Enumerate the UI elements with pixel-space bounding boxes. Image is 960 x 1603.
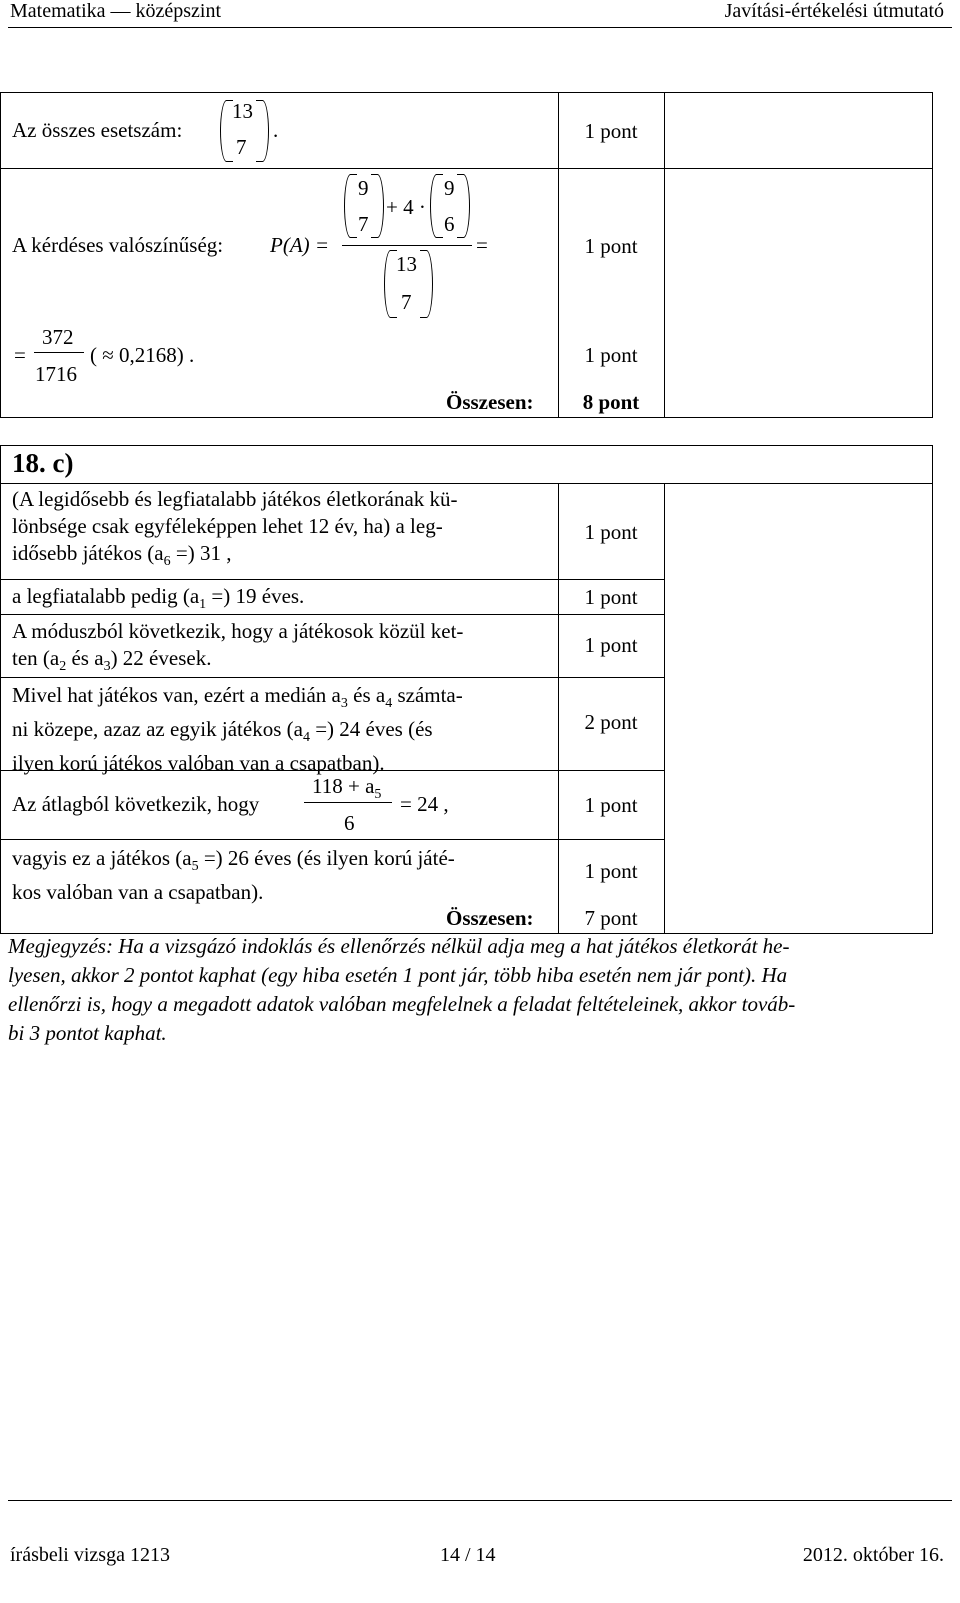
- row-median: Mivel hat játékos van, ezért a medián $a_3$ és $a_4$ számta- ni közepe, azaz az egyik játékos ($a_4$ =) 24 éves (és ilyen korú játékos valóban van a csapatban).: [12, 683, 463, 775]
- points-cell: 1 pont: [584, 234, 638, 258]
- b1-top: 9: [358, 176, 369, 200]
- den-top: 13: [396, 252, 417, 276]
- equals: =: [14, 343, 26, 367]
- points-cell: 1 pont: [584, 633, 638, 657]
- result-denominator: 1716: [35, 362, 77, 386]
- points-cell: 1 pont: [584, 119, 638, 143]
- task-title: 18. c): [12, 448, 74, 478]
- fraction-bar: [304, 802, 392, 803]
- points-cell: 1 pont: [584, 343, 638, 367]
- points-cell: 1 pont: [584, 793, 638, 817]
- fraction-bar: [34, 352, 84, 353]
- probability-expr: P(A) =: [270, 233, 330, 257]
- total-points: 7 pont: [584, 906, 638, 930]
- total-cases-label: Az összes esetszám:: [12, 118, 183, 142]
- binom-right-paren: [256, 100, 269, 162]
- result-numerator: 372: [42, 325, 74, 349]
- b1-bottom: 7: [358, 212, 369, 236]
- b2-bottom: 6: [444, 212, 455, 236]
- total-label: Összesen:: [446, 390, 534, 414]
- header-right: Javítási-értékelési útmutató: [724, 0, 944, 22]
- fraction-bar: [342, 245, 472, 246]
- row-youngest: a legfiatalabb pedig ($a_1$ =) 19 éves.: [12, 584, 305, 612]
- footer-date: 2012. október 16.: [802, 1544, 944, 1566]
- equals: =: [476, 233, 488, 257]
- binom-bottom: 7: [236, 135, 247, 159]
- footer-left: írásbeli vizsga 1213: [10, 1544, 170, 1566]
- total-points: 8 pont: [582, 390, 640, 414]
- approx-value: ( ≈ 0,2168) .: [90, 343, 195, 367]
- points-cell: 2 pont: [584, 710, 638, 734]
- row-oldest: (A legidősebb és legfiatalabb játékos életkorának kü- lönbsége csak egyféleképpen lehet 12 év, ha) a leg- idősebb játékos ($a_6$ =) 31 ,: [12, 487, 458, 569]
- row-mode: A móduszból következik, hogy a játékosok közül ket- ten ($a_2$ és $a_3$) 22 évesek.: [12, 619, 464, 674]
- footer-page: 14 / 14: [440, 1544, 496, 1566]
- probability-label: A kérdéses valószínűség:: [12, 233, 224, 257]
- row-fifth-player: vagyis ez a játékos ($a_5$ =) 26 éves (és ilyen korú játé- kos valóban van a csapatban).: [12, 846, 455, 904]
- binom-top: 13: [232, 99, 253, 123]
- points-cell: 1 pont: [584, 520, 638, 544]
- footer-rule: [8, 1500, 952, 1501]
- note-paragraph: Megjegyzés: Ha a vizsgázó indoklás és ellenőrzés nélkül adja meg a hat játékos életkorát he- lyesen, akkor 2 pontot kaphat (egy hiba esetén 1 pont jár, több hiba esetén nem jár pont). Ha ellenőrzi is, hogy a megadott adatok valóban megfelelnek a feladat feltételeinek, akkor továb- bi 3 pontot kaphat.: [8, 934, 796, 1045]
- plus-four: + 4 ·: [386, 195, 426, 219]
- points-cell: 1 pont: [584, 859, 638, 883]
- header-rule: [8, 27, 952, 28]
- b2-top: 9: [444, 176, 455, 200]
- points-cell: 1 pont: [584, 585, 638, 609]
- total-label: Összesen:: [446, 906, 534, 930]
- binom-trail: .: [273, 118, 279, 142]
- den-bottom: 7: [401, 290, 412, 314]
- header-left: Matematika — középszint: [10, 0, 222, 22]
